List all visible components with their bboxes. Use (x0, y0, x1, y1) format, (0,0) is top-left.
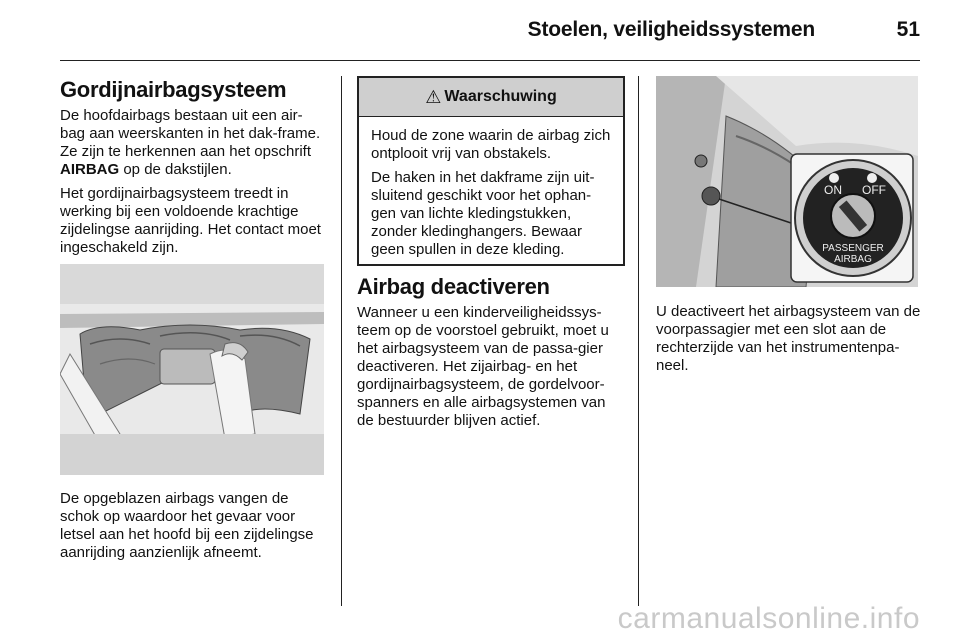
airbag-switch-illustration (656, 76, 918, 287)
switch-on-label: ON (824, 183, 842, 197)
warning-paragraph-2: De haken in het dakframe zijn uit-sluitend geschikt voor het ophan-gen van lichte kledingstukken, zonder kledinghangers. Bewaar geen spullen in deze kleding. (371, 169, 595, 258)
column-1-lower (60, 490, 330, 568)
child-seat-off-icon (867, 173, 877, 183)
watermark-text: carmanualsonline.info (617, 602, 920, 635)
column-1 (60, 78, 326, 263)
switch-label-line2: AIRBAG (834, 254, 872, 265)
section-heading-curtain-airbag: Gordijnairbagsysteem (60, 77, 287, 102)
curtain-airbag-drawing (60, 264, 324, 475)
page-number: 51 (896, 18, 920, 41)
header-divider (60, 60, 920, 61)
warning-title: Waarschuwing (444, 88, 557, 105)
column-3 (656, 303, 922, 381)
warning-triangle-icon: ⚠ (425, 86, 442, 107)
warning-box (357, 76, 625, 266)
running-header-title: Stoelen, veiligheidssystemen (527, 18, 815, 41)
airbag-label-bold: AIRBAG (60, 161, 120, 178)
airbag-switch-drawing (656, 76, 918, 287)
child-seat-on-icon (829, 173, 839, 183)
section-heading-airbag-deactivation: Airbag deactiveren (357, 274, 550, 299)
warning-body (359, 117, 623, 259)
paragraph-curtain-airbag-intro: De hoofdairbags bestaan uit een air-bag aan weerskanten in het dak-frame. Ze zijn te herkennen aan het opschrift AIRBAG op de dakstijlen. (60, 107, 321, 178)
paragraph-airbag-deactivation: Wanneer u een kinderveiligheidssys-teem op de voorstoel gebruikt, moet u het airbagsysteem van de passa-gier deactiveren. Het zijairbag- en het gordijnairbagsysteem, de gordelvoor-spanners en alle airbagsystemen van de bestuurder blijven actief. (357, 304, 609, 429)
switch-label-line1: PASSENGER (822, 243, 884, 254)
paragraph-curtain-airbag-trigger: Het gordijnairbagsysteem treedt in werking bij een voldoende krachtige zijdelingse aanrijding. Het contact moet ingeschakeld zijn. (60, 185, 321, 256)
paragraph-curtain-airbag-effect: De opgeblazen airbags vangen de schok op waardoor het gevaar voor letsel aan het hoofd bij een zijdelingse aanrijding aanzienlijk afneemt. (60, 490, 314, 561)
paragraph-switch-location: U deactiveert het airbagsysteem van de voorpassagier met een slot aan de rechterzijde van het instrumentenpa-neel. (656, 303, 921, 374)
warning-header (359, 78, 623, 117)
curtain-airbag-illustration (60, 264, 324, 475)
switch-off-label: OFF (862, 183, 886, 197)
column-divider-1 (341, 76, 342, 606)
warning-paragraph-1: Houd de zone waarin de airbag zich ontplooit vrij van obstakels. (371, 127, 611, 162)
column-2 (357, 275, 625, 436)
column-divider-2 (638, 76, 639, 606)
